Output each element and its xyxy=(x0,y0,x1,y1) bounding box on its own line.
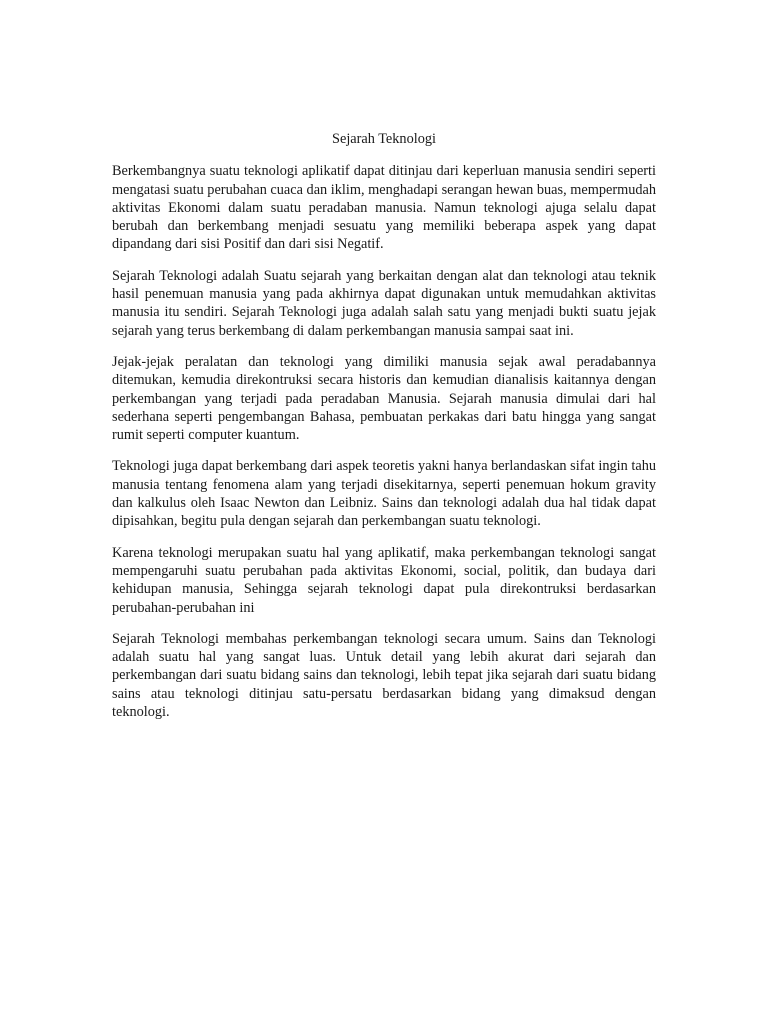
paragraph: Sejarah Teknologi adalah Suatu sejarah yang berkaitan dengan alat dan teknologi atau teknik hasil penemuan manusia yang pada akhirnya dapat digunakan untuk memudahkan aktivitas manusia itu sendiri. Sejarah Teknologi juga adalah salah satu yang menjadi bukti suatu jejak sejarah yang terus berkembang di dalam perkembangan manusia sampai saat ini. xyxy=(112,267,656,339)
paragraph: Berkembangnya suatu teknologi aplikatif dapat ditinjau dari keperluan manusia sendiri seperti mengatasi suatu perubahan cuaca dan iklim, menghadapi serangan hewan buas, mempermudah aktivitas Ekonomi dalam suatu peradaban manusia. Namun teknologi ajuga selalu dapat berubah dan berkembang menjadi sesuatu yang memiliki beberapa aspek yang dapat dipandang dari sisi Positif dan dari sisi Negatif. xyxy=(112,163,656,253)
document-title: Sejarah Teknologi xyxy=(332,131,436,147)
paragraph: Jejak-jejak peralatan dan teknologi yang dimiliki manusia sejak awal peradabannya ditemukan, kemudia direkontruksi secara historis dan kemudian dianalisis kaitannya dengan perkembangan yang terjadi pada peradaban Manusia. Sejarah manusia dimulai dari hal sederhana seperti pengembangan Bahasa, pembuatan perkakas dari batu hingga yang sangat rumit seperti computer kuantum. xyxy=(112,353,656,444)
paragraph: Sejarah Teknologi membahas perkembangan teknologi secara umum. Sains dan Teknologi adalah suatu hal yang sangat luas. Untuk detail yang lebih akurat dari sejarah dan perkembangan dari suatu bidang sains dan teknologi, lebih tepat jika sejarah dari suatu bidang sains atau teknologi ditinjau satu-persatu berdasarkan bidang yang dimaksud dengan teknologi. xyxy=(112,630,656,721)
paragraph: Karena teknologi merupakan suatu hal yang aplikatif, maka perkembangan teknologi sangat mempengaruhi suatu perubahan pada aktivitas Ekonomi, social, politik, dan budaya dari kehidupan manusia, Sehingga sejarah teknologi dapat pula direkontruksi berdasarkan perubahan-perubahan ini xyxy=(112,544,656,616)
document-body xyxy=(112,130,656,734)
paragraph: Teknologi juga dapat berkembang dari aspek teoretis yakni hanya berlandaskan sifat ingin tahu manusia tentang fenomena alam yang terjadi disekitarnya, seperti penemuan hokum gravity dan kalkulus oleh Isaac Newton dan Leibniz. Sains dan teknologi adalah dua hal tidak dapat dipisahkan, begitu pula dengan sejarah dan perkembangan suatu teknologi. xyxy=(112,458,656,530)
